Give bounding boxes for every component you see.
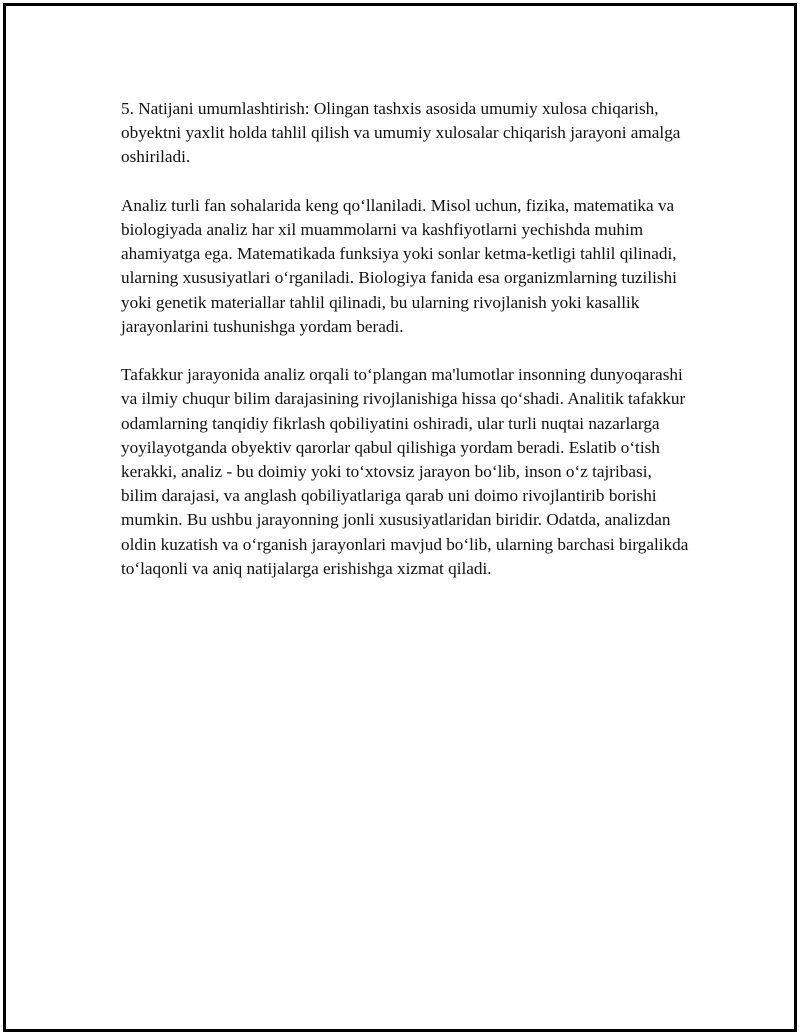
- document-body: [121, 97, 691, 605]
- paragraph-analysis-fields: Analiz turli fan sohalarida keng qo‘llaniladi. Misol uchun, fizika, matematika va biologiyada analiz har xil muammolarni va kashfiyotlarni yechishda muhim ahamiyatga ega. Matematikada funksiya yoki sonlar ketma-ketligi tahlil qilinadi, ularning xususiyatlari o‘rganiladi. Biologiya fanida esa organizmlarning tuzilishi yoki genetik materiallar tahlil qilinadi, bu ularning rivojlanish yoki kasallik jarayonlarini tushunishga yordam beradi.: [121, 195, 677, 336]
- paragraph-summary: 5. Natijani umumlashtirish: Olingan tashxis asosida umumiy xulosa chiqarish, obyektni yaxlit holda tahlil qilish va umumiy xulosalar chiqarish jarayoni amalga oshiriladi.: [121, 99, 681, 167]
- page-frame: [3, 3, 797, 1032]
- paragraph-thinking-process: Tafakkur jarayonida analiz orqali to‘plangan ma'lumotlar insonning dunyoqarashi va ilmiy chuqur bilim darajasining rivojlanishiga hissa qo‘shadi. Analitik tafakkur odamlarning tanqidiy fikrlash qobiliyatini oshiradi, ular turli nuqtai nazarlarga yoyilayotganda obyektiv qarorlar qabul qilishiga yordam beradi. Eslatib o‘tish kerakki, analiz - bu doimiy yoki to‘xtovsiz jarayon bo‘lib, inson o‘z tajribasi, bilim darajasi, va anglash qobiliyatlariga qarab uni doimo rivojlantirib borishi mumkin. Bu ushbu jarayonning jonli xususiyatlaridan biridir. Odatda, analizdan oldin kuzatish va o‘rganish jarayonlari mavjud bo‘lib, ularning barchasi birgalikda to‘laqonli va aniq natijalarga erishishga xizmat qiladi.: [121, 365, 689, 578]
